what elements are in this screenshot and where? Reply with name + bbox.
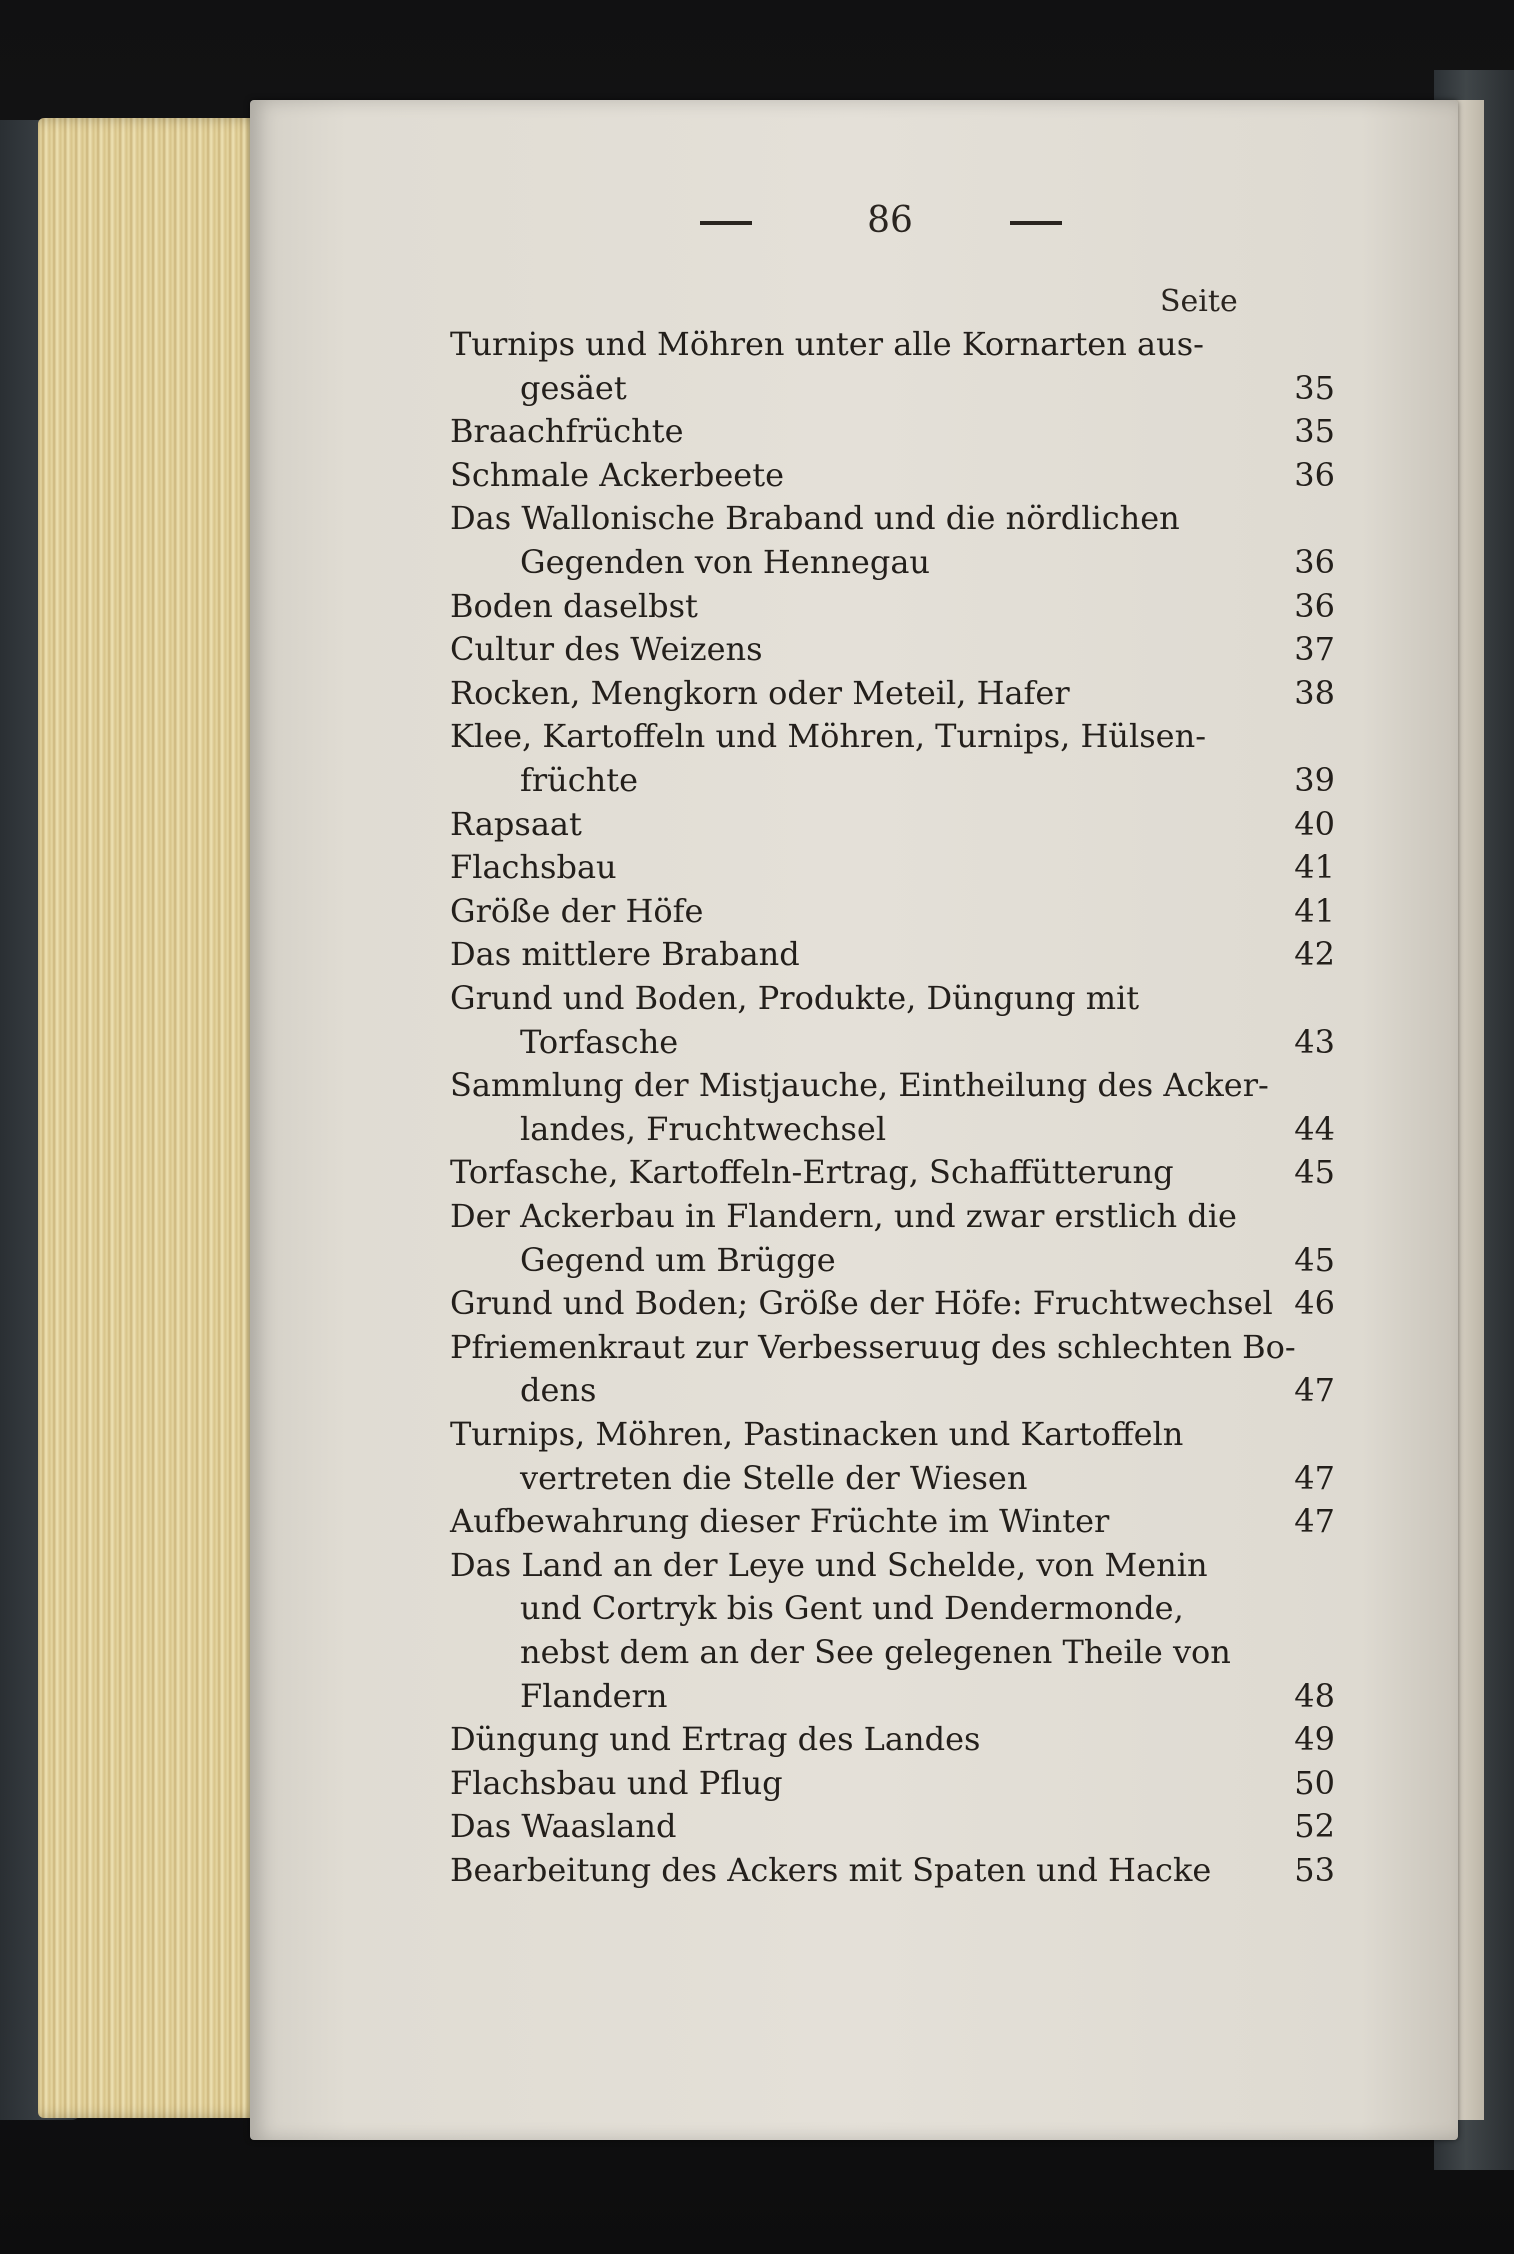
toc-line — [0, 714, 1514, 758]
page-number: 86 — [867, 200, 913, 241]
toc-page-number: 52 — [1294, 1807, 1335, 1846]
toc-line — [0, 1020, 1514, 1064]
toc-line — [0, 366, 1514, 410]
toc-line — [0, 1412, 1514, 1456]
toc-page-number: 36 — [1294, 543, 1335, 581]
toc-page-number: 43 — [1294, 1022, 1335, 1061]
page-header — [700, 200, 1080, 250]
toc-entry-text: Pfriemenkraut zur Verbesseruug des schlechten Bo- — [450, 1327, 1296, 1366]
toc-entry-text: landes, Fruchtwechsel — [520, 1109, 887, 1148]
toc-page-number: 35 — [1294, 412, 1335, 451]
toc-line — [0, 1717, 1514, 1761]
toc-line — [0, 845, 1514, 889]
toc-line — [0, 1456, 1514, 1500]
toc-line — [0, 496, 1514, 540]
toc-line — [0, 976, 1514, 1020]
toc-page-number: 35 — [1294, 368, 1335, 407]
toc-page-number: 36 — [1294, 455, 1335, 494]
toc-entry-text: Turnips und Möhren unter alle Kornarten aus- — [450, 325, 1204, 363]
toc-entry-text: Sammlung der Mistjauche, Eintheilung des Acker- — [450, 1066, 1269, 1105]
toc-page-number: 53 — [1294, 1851, 1335, 1889]
toc-line — [0, 584, 1514, 628]
toc-entry-text: Flachsbau — [450, 848, 617, 887]
toc-entry-text: Cultur des Weizens — [450, 630, 763, 669]
toc-entry-text: früchte — [520, 761, 639, 799]
toc-line — [0, 409, 1514, 453]
toc-line — [0, 932, 1514, 976]
toc-entry-text: Bearbeitung des Ackers mit Spaten und Hacke — [450, 1851, 1212, 1889]
toc-page-number: 47 — [1294, 1371, 1335, 1410]
toc-line — [0, 1586, 1514, 1630]
toc-entry-text: Boden daselbst — [450, 586, 698, 625]
toc-entry-text: Torfasche, Kartoffeln-Ertrag, Schaffütterung — [450, 1153, 1174, 1192]
toc-page-number: 40 — [1294, 804, 1335, 843]
toc-page-number: 47 — [1294, 1502, 1335, 1541]
toc-entry-text: Das Wallonische Braband und die nördlichen — [450, 499, 1180, 538]
header-dash-left — [700, 221, 752, 225]
toc-entry-text: Grund und Boden; Größe der Höfe: Fruchtwechsel — [450, 1284, 1273, 1323]
toc-page-number: 48 — [1294, 1676, 1335, 1715]
toc-page-number: 47 — [1294, 1458, 1335, 1497]
toc-entry-text: Schmale Ackerbeete — [450, 455, 785, 494]
toc-line — [0, 1063, 1514, 1107]
toc-line — [0, 1368, 1514, 1412]
toc-entry-text: nebst dem an der See gelegenen Theile von — [520, 1633, 1231, 1671]
toc-entry-text: Düngung und Ertrag des Landes — [450, 1720, 981, 1759]
toc-page-number: 45 — [1294, 1240, 1335, 1279]
toc-line — [0, 1107, 1514, 1151]
toc-entry-text: Turnips, Möhren, Pastinacken und Kartoffeln — [450, 1415, 1184, 1453]
toc-line — [0, 627, 1514, 671]
toc-entry-text: Das Waasland — [450, 1807, 677, 1846]
toc-line — [0, 1499, 1514, 1543]
header-dash-right — [1010, 221, 1062, 225]
toc-line — [0, 540, 1514, 584]
toc-page-number: 44 — [1294, 1109, 1335, 1148]
toc-line — [0, 802, 1514, 846]
toc-line — [0, 1761, 1514, 1805]
toc-line — [0, 453, 1514, 497]
toc-entry-text: vertreten die Stelle der Wiesen — [520, 1458, 1028, 1497]
toc-line — [0, 1325, 1514, 1369]
toc-entry-text: Torfasche — [520, 1022, 679, 1061]
toc-page-number: 38 — [1294, 673, 1335, 712]
toc-page-number: 50 — [1294, 1763, 1335, 1802]
toc-entry-text: Braachfrüchte — [450, 412, 684, 451]
toc-line — [0, 1630, 1514, 1674]
toc-line — [0, 1194, 1514, 1238]
toc-entry-text: Gegend um Brügge — [520, 1240, 836, 1279]
toc-entry-text: Rocken, Mengkorn oder Meteil, Hafer — [450, 673, 1070, 712]
toc-entry-text: Der Ackerbau in Flandern, und zwar erstlich die — [450, 1197, 1237, 1235]
toc-entry-text: Klee, Kartoffeln und Möhren, Turnips, Hülsen- — [450, 717, 1207, 756]
toc-page-number: 41 — [1294, 848, 1335, 887]
toc-line — [0, 1543, 1514, 1587]
toc-entry-text: Größe der Höfe — [450, 891, 704, 930]
toc-line — [0, 1150, 1514, 1194]
toc-line — [0, 1804, 1514, 1848]
toc-line — [0, 1674, 1514, 1718]
toc-line — [0, 1281, 1514, 1325]
seite-label: Seite — [1160, 284, 1238, 319]
toc-entry-text: dens — [520, 1371, 597, 1410]
toc-entry-text: Rapsaat — [450, 804, 582, 843]
toc-page-number: 42 — [1294, 935, 1335, 974]
toc-entry-text: Aufbewahrung dieser Früchte im Winter — [450, 1502, 1110, 1541]
toc-page-number: 39 — [1294, 761, 1335, 799]
toc-page-number: 45 — [1294, 1153, 1335, 1192]
toc-entry-text: Das Land an der Leye und Schelde, von Menin — [450, 1545, 1208, 1584]
toc-page-number: 49 — [1294, 1720, 1335, 1759]
toc-page-number: 37 — [1294, 630, 1335, 669]
toc-line — [0, 1238, 1514, 1282]
toc-line — [0, 322, 1514, 366]
toc-entry-text: Das mittlere Braband — [450, 935, 800, 974]
toc-entry-text: Gegenden von Hennegau — [520, 543, 931, 581]
toc-entry-text: Grund und Boden, Produkte, Düngung mit — [450, 979, 1140, 1017]
toc-page-number: 46 — [1294, 1284, 1335, 1323]
toc-line — [0, 758, 1514, 802]
toc-page-number: 41 — [1294, 891, 1335, 930]
toc-entry-text: und Cortryk bis Gent und Dendermonde, — [520, 1589, 1184, 1628]
toc-line — [0, 1848, 1514, 1892]
toc-line — [0, 671, 1514, 715]
toc-entry-text: Flandern — [520, 1676, 668, 1715]
toc-line — [0, 889, 1514, 933]
toc-entry-text: Flachsbau und Pflug — [450, 1763, 783, 1802]
toc-page-number: 36 — [1294, 586, 1335, 625]
toc-entry-text: gesäet — [520, 368, 627, 407]
